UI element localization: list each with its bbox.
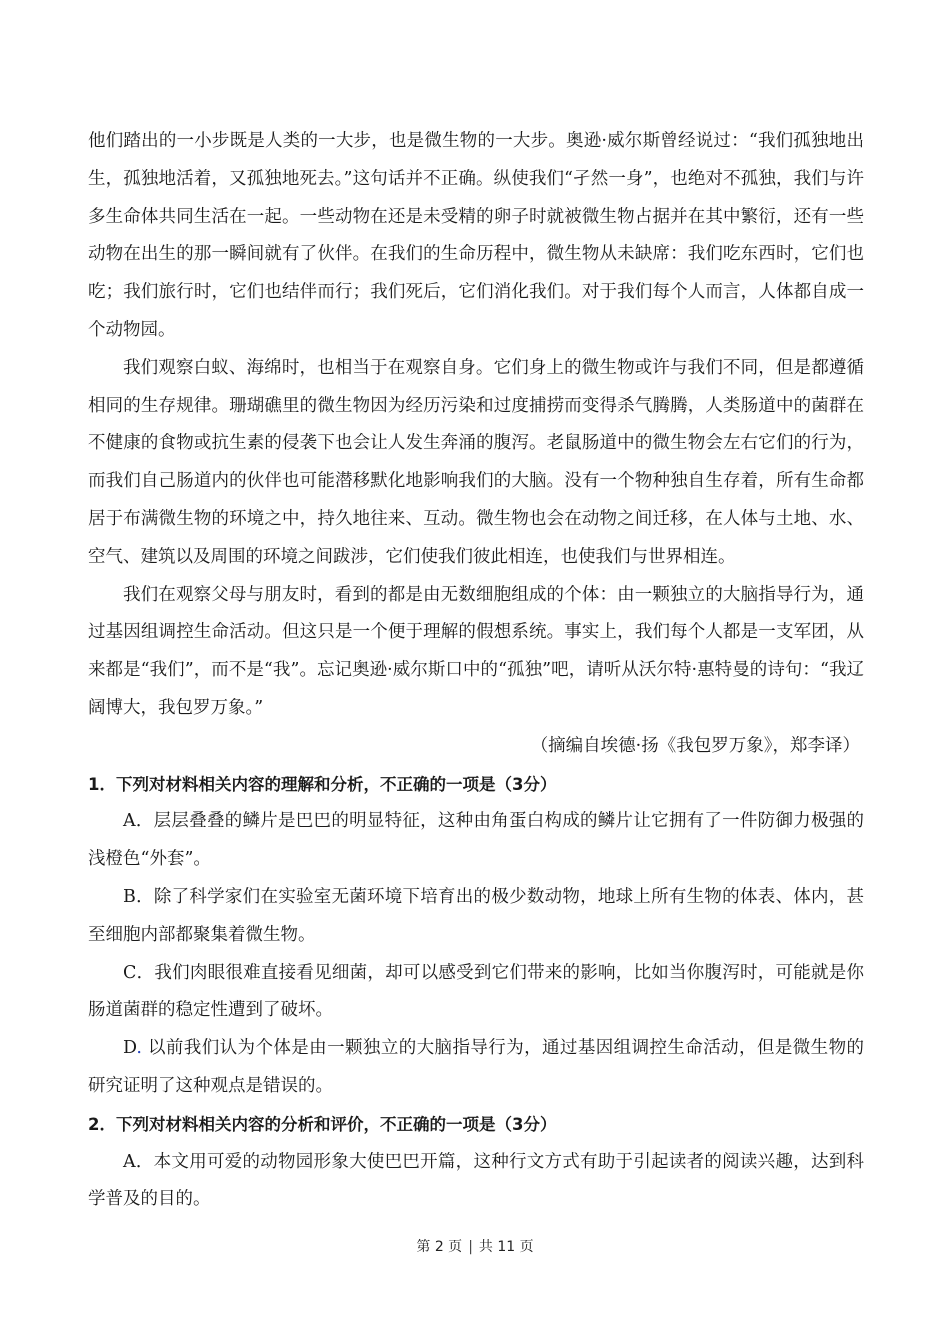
question-1-option-d (88, 1030, 864, 1106)
option-letter: C． (123, 962, 155, 983)
page-total: 共 11 页 (478, 1239, 534, 1255)
footer-separator: | (468, 1239, 473, 1255)
passage-source: （摘编自埃德·扬《我包罗万象》，郑李译） (530, 735, 860, 756)
passage-paragraph-1: 他们踏出的一小步既是人类的一大步，也是微生物的一大步。奥逊·威尔斯曾经说过：“我们孤独地出生，孤独地活着，又孤独地死去。”这句话并不正确。纵使我们“孑然一身”，也绝对不孤独，我们与许多生命体共同生活在一起。一些动物在还是未受精的卵子时就被微生物占据并在其中繁衍，还有一些动物在出生的那一瞬间就有了伙伴。在我们的生命历程中，微生物从未缺席：我们吃东西时，它们也吃；我们旅行时，它们也结伴而行；我们死后，它们消化我们。对于我们每个人而言，人体都自成一个动物园。 (88, 131, 864, 340)
page-footer (0, 1236, 950, 1256)
option-letter: B． (123, 886, 154, 907)
question-2-stem: 2．下列对材料相关内容的分析和评价，不正确的一项是（3分） (88, 1114, 557, 1134)
option-text: 层层叠叠的鳞片是巴巴的明显特征，这种由角蛋白构成的鳞片让它拥有了一件防御力极强的浅橙色“外套”。 (88, 811, 864, 870)
option-letter: A． (123, 811, 154, 832)
option-letter: A． (123, 1151, 154, 1172)
question-2-option-a (88, 1144, 864, 1220)
question-1-option-c (88, 955, 864, 1031)
passage-paragraph-3: 我们在观察父母与朋友时，看到的都是由无数细胞组成的个体：由一颗独立的大脑指导行为，通过基因组调控生命活动。但这只是一个便于理解的假想系统。事实上，我们每个人都是一支军团，从来都是“我们”，而不是“我”。忘记奥逊·威尔斯口中的“孤独”吧，请听从沃尔特·惠特曼的诗句：“我辽阔博大，我包罗万象。” (88, 584, 864, 718)
option-dot: . (136, 1038, 142, 1059)
option-text: 本文用可爱的动物园形象大使巴巴开篇，这种行文方式有助于引起读者的阅读兴趣，达到科学普及的目的。 (88, 1151, 864, 1210)
page-number: 第 2 页 (416, 1239, 463, 1255)
document-content (88, 123, 864, 1219)
option-text: 以前我们认为个体是由一颗独立的大脑指导行为，通过基因组调控生命活动，但是微生物的研究证明了这种观点是错误的。 (88, 1038, 864, 1096)
option-text: 我们肉眼很难直接看见细菌，却可以感受到它们带来的影响，比如当你腹泻时，可能就是你肠道菌群的稳定性遭到了破坏。 (88, 962, 865, 1021)
question-1-stem: 1．下列对材料相关内容的理解和分析，不正确的一项是（3分） (88, 774, 557, 794)
option-text: 除了科学家们在实验室无菌环境下培育出的极少数动物，地球上所有生物的体表、体内，甚至细胞内部都聚集着微生物。 (88, 886, 864, 945)
question-1-option-b (88, 879, 864, 955)
option-letter: D (123, 1038, 137, 1059)
question-1-option-a (88, 803, 864, 879)
passage-paragraph-2: 我们观察白蚁、海绵时，也相当于在观察自身。它们身上的微生物或许与我们不同，但是都遵循相同的生存规律。珊瑚礁里的微生物因为经历污染和过度捕捞而变得杀气腾腾，人类肠道中的菌群在不健康的食物或抗生素的侵袭下也会让人发生奔涌的腹泻。老鼠肠道中的微生物会左右它们的行为，而我们自己肠道内的伙伴也可能潜移默化地影响我们的大脑。没有一个物种独自生存着，所有生命都居于布满微生物的环境之中，持久地往来、互动。微生物也会在动物之间迁移，在人体与土地、水、空气、建筑以及周围的环境之间跋涉，它们使我们彼此相连，也使我们与世界相连。 (88, 357, 864, 567)
